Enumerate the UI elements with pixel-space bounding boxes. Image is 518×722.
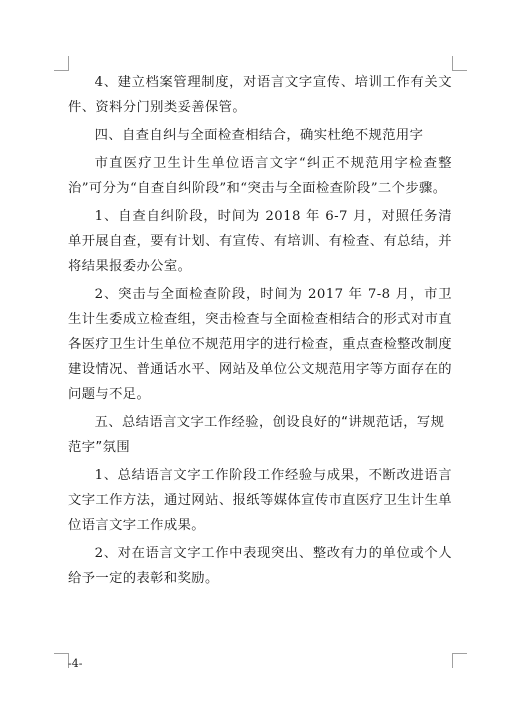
document-body — [68, 70, 452, 594]
page-number: -4- — [68, 657, 83, 670]
paragraph-full-inspection-stage: 2、突击与全面检查阶段，时间为 2017 年 7-8 月，市卫生计生委成立检查组，突击检查与全面检查相结合的形式对市直各医疗卫生计生单位不规范用字的进行检查，重点查检整改制度建设情况、普通话水平、网站及单位公文规范用字等方面存在的问题与不足。 — [68, 287, 452, 402]
crop-mark-top-right — [452, 56, 467, 71]
crop-mark-bottom-right — [452, 653, 467, 668]
section-heading-five: 五、总结语言文字工作经验，创设良好的“讲规范话，写规范字”氛围 — [68, 415, 445, 455]
paragraph-archive-management: 4、建立档案管理制度，对语言文字宣传、培训工作有关文件、资料分门别类妥善保管。 — [68, 75, 452, 115]
crop-mark-bottom-left — [54, 653, 69, 668]
paragraph-stages-overview: 市直医疗卫生计生单位语言文字“纠正不规范用字检查整治”可分为“自查自纠阶段”和“突击与全面检查阶段”二个步骤。 — [68, 156, 452, 196]
paragraph-commendation: 2、对在语言文字工作中表现突出、整改有力的单位或个人给予一定的表彰和奖励。 — [68, 546, 452, 586]
paragraph-summarize-experience: 1、总结语言文字工作阶段工作经验与成果，不断改进语言文字工作方法，通过网站、报纸等媒体宣传市直医疗卫生计生单位语言文字工作成果。 — [68, 468, 452, 533]
paragraph-self-check-stage: 1、自查自纠阶段，时间为 2018 年 6-7 月，对照任务清单开展自查，要有计划、有宣传、有培训、有检查、有总结，并将结果报委办公室。 — [68, 209, 452, 274]
section-heading-four: 四、自查自纠与全面检查相结合，确实杜绝不规范用字 — [94, 128, 424, 143]
crop-mark-top-left — [54, 56, 69, 71]
